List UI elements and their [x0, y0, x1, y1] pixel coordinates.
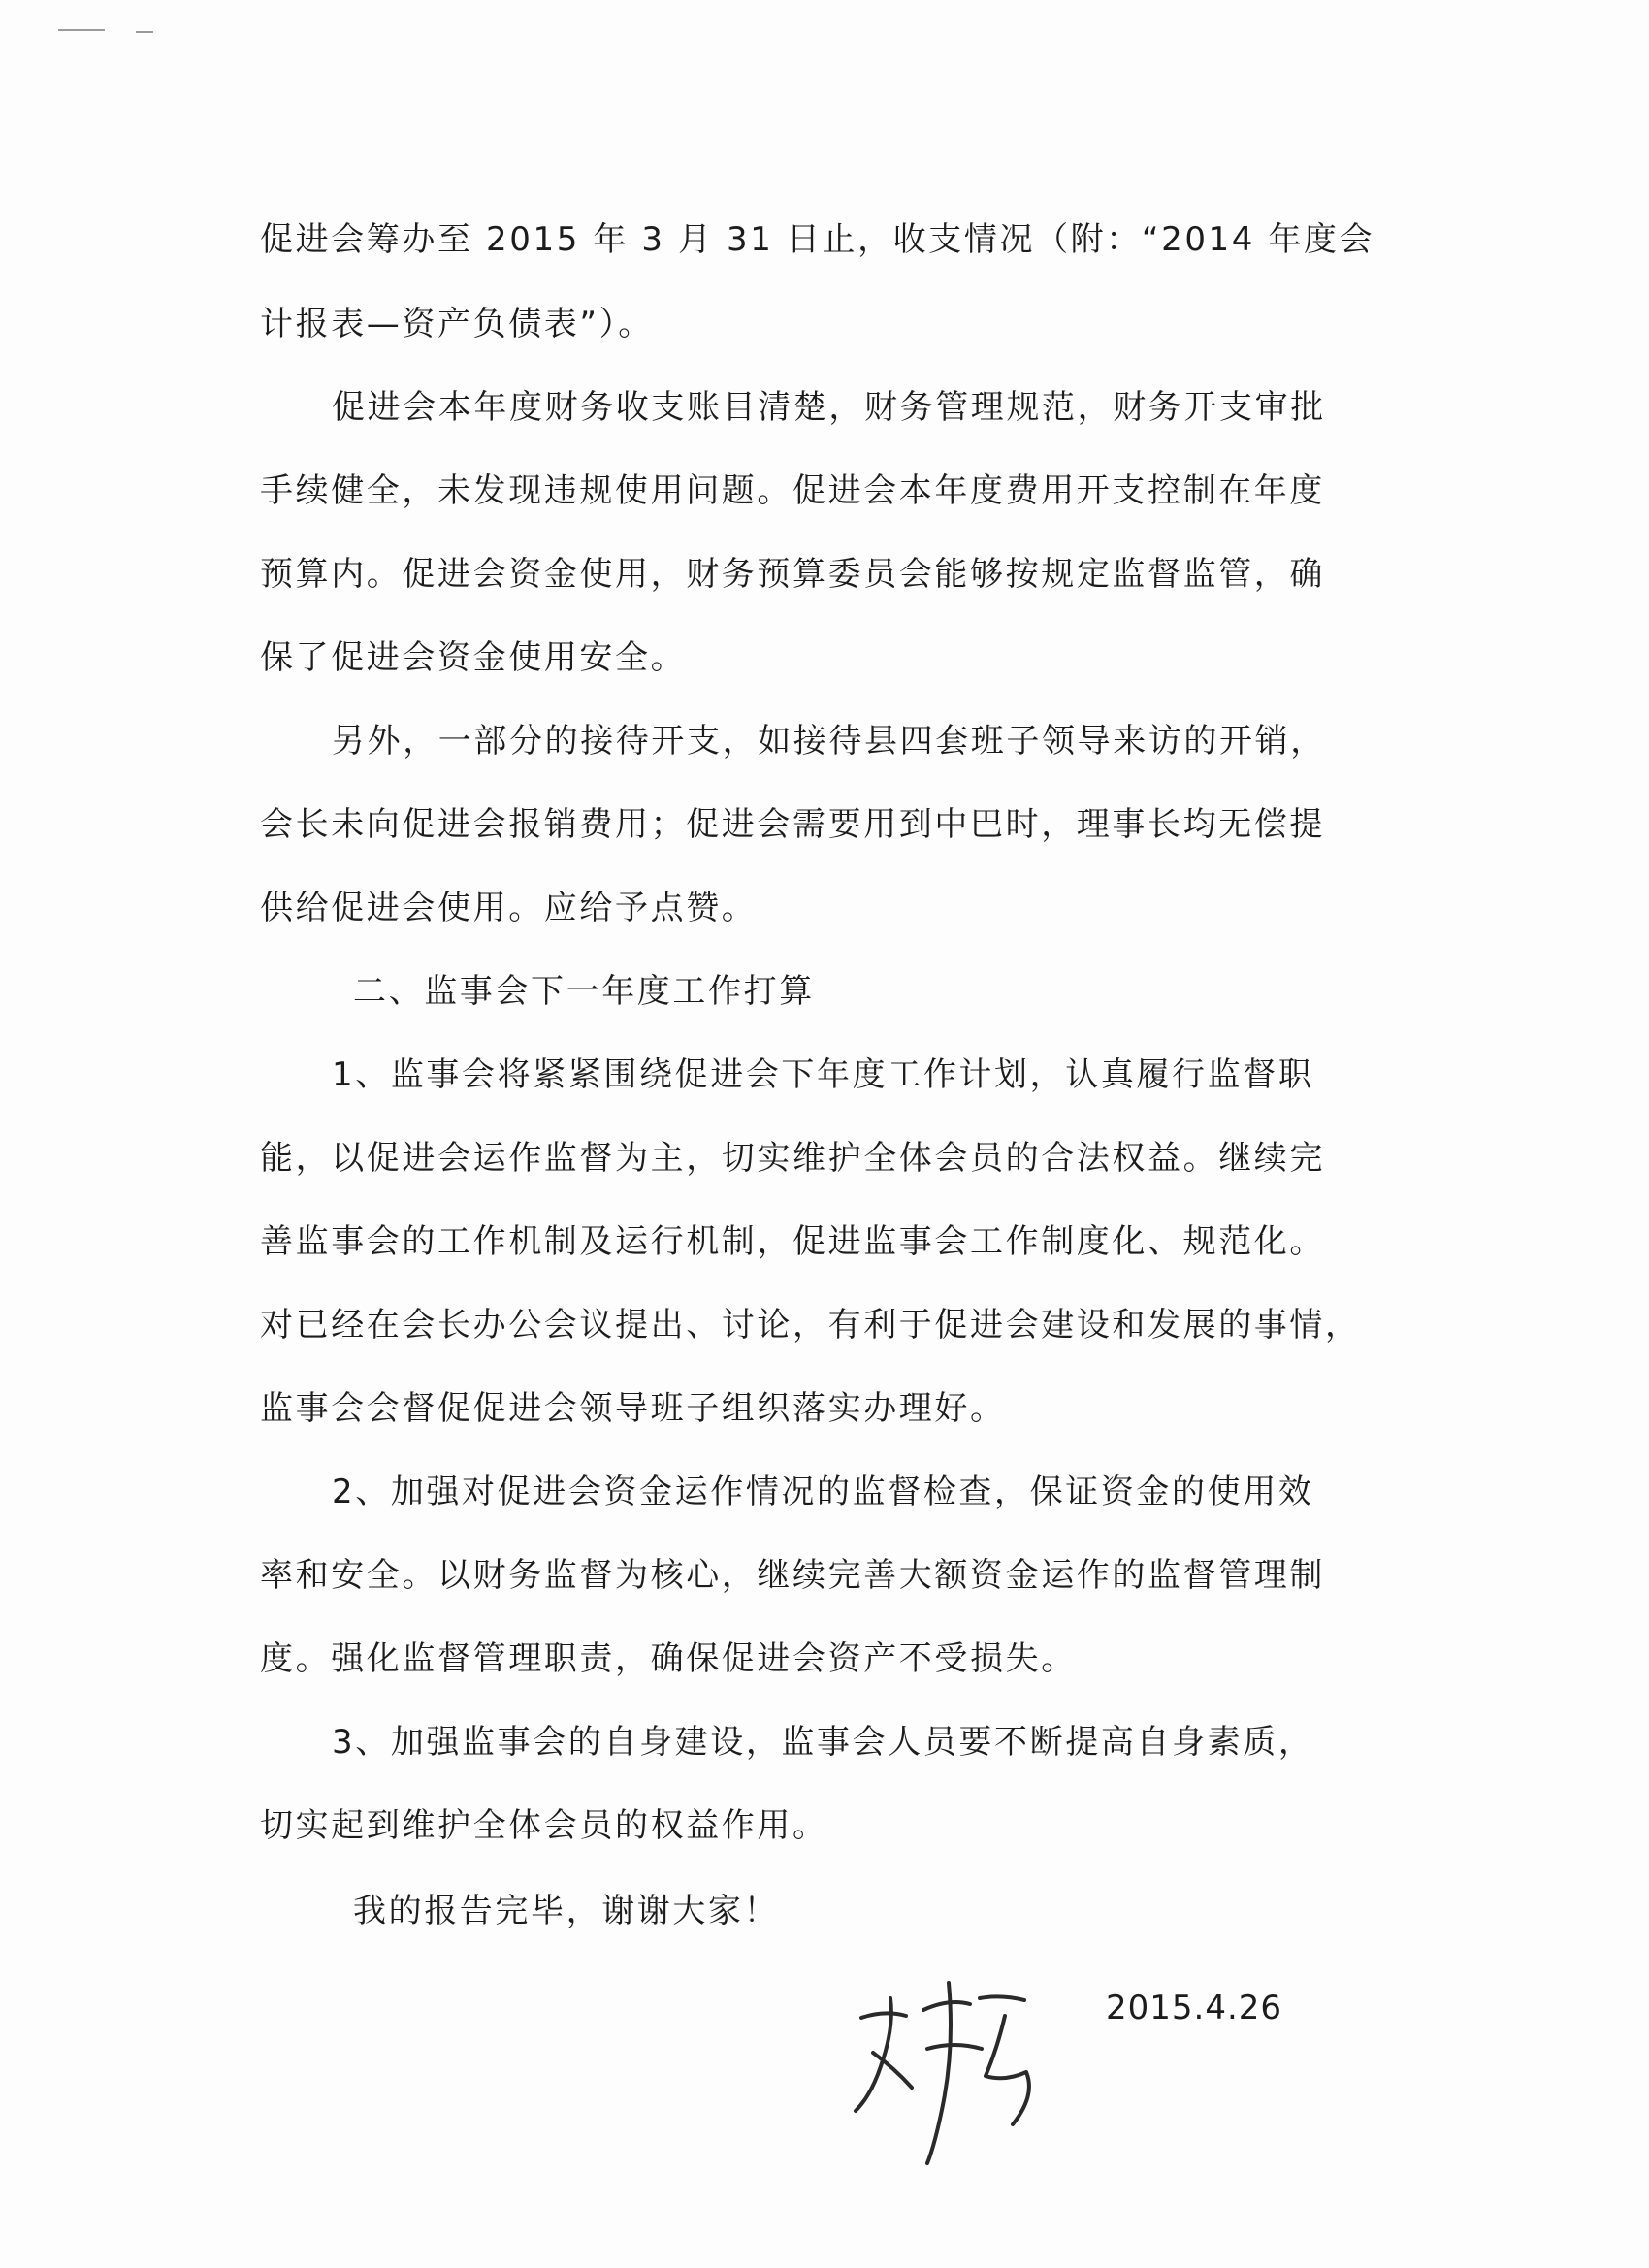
- document-text-line: 对已经在会长办公会议提出、讨论，有利于促进会建设和发展的事情，: [260, 1306, 1361, 1345]
- closing-line: 我的报告完毕，谢谢大家！: [353, 1892, 780, 1930]
- document-text-line: 预算内。促进会资金使用，财务预算委员会能够按规定监督监管，确: [260, 555, 1325, 594]
- document-text-line: 另外，一部分的接待开支，如接待县四套班子领导来访的开销，: [332, 722, 1326, 761]
- document-date: 2015.4.26: [1106, 1989, 1283, 2027]
- document-text-line: 计报表—资产负债表”）。: [260, 305, 654, 343]
- scan-artifact-mark: [58, 29, 105, 31]
- document-text-line: 切实起到维护全体会员的权益作用。: [260, 1806, 828, 1845]
- document-text-line: 3、加强监事会的自身建设，监事会人员要不断提高自身素质，: [332, 1723, 1314, 1762]
- document-text-line: 促进会筹办至 2015 年 3 月 31 日止，收支情况（附：“2014 年度会: [260, 220, 1375, 259]
- document-text-line: 率和安全。以财务监督为核心，继续完善大额资金运作的监督管理制: [260, 1556, 1325, 1595]
- document-text-line: 能，以促进会运作监督为主，切实维护全体会员的合法权益。继续完: [260, 1139, 1325, 1178]
- document-text-line: 促进会本年度财务收支账目清楚，财务管理规范，财务开支审批: [332, 388, 1326, 427]
- document-text-line: 供给促进会使用。应给予点赞。: [260, 889, 758, 927]
- document-text-line: 度。强化监督管理职责，确保促进会资产不受损失。: [260, 1639, 1077, 1678]
- document-text-line: 保了促进会资金使用安全。: [260, 638, 687, 677]
- scan-artifact-mark: [136, 31, 153, 33]
- document-text-line: 善监事会的工作机制及运行机制，促进监事会工作制度化、规范化。: [260, 1222, 1325, 1261]
- document-text-line: 手续健全，未发现违规使用问题。促进会本年度费用开支控制在年度: [260, 471, 1325, 510]
- document-text-line: 监事会会督促促进会领导班子组织落实办理好。: [260, 1389, 1006, 1428]
- handwritten-signature-icon: [834, 1960, 1067, 2173]
- document-text-line: 会长未向促进会报销费用；促进会需要用到中巴时，理事长均无偿提: [260, 805, 1325, 844]
- document-text-line: 2、加强对促进会资金运作情况的监督检查，保证资金的使用效: [332, 1473, 1314, 1511]
- section-heading: 二、监事会下一年度工作打算: [353, 972, 815, 1011]
- document-text-line: 1、监事会将紧紧围绕促进会下年度工作计划，认真履行监督职: [332, 1055, 1314, 1094]
